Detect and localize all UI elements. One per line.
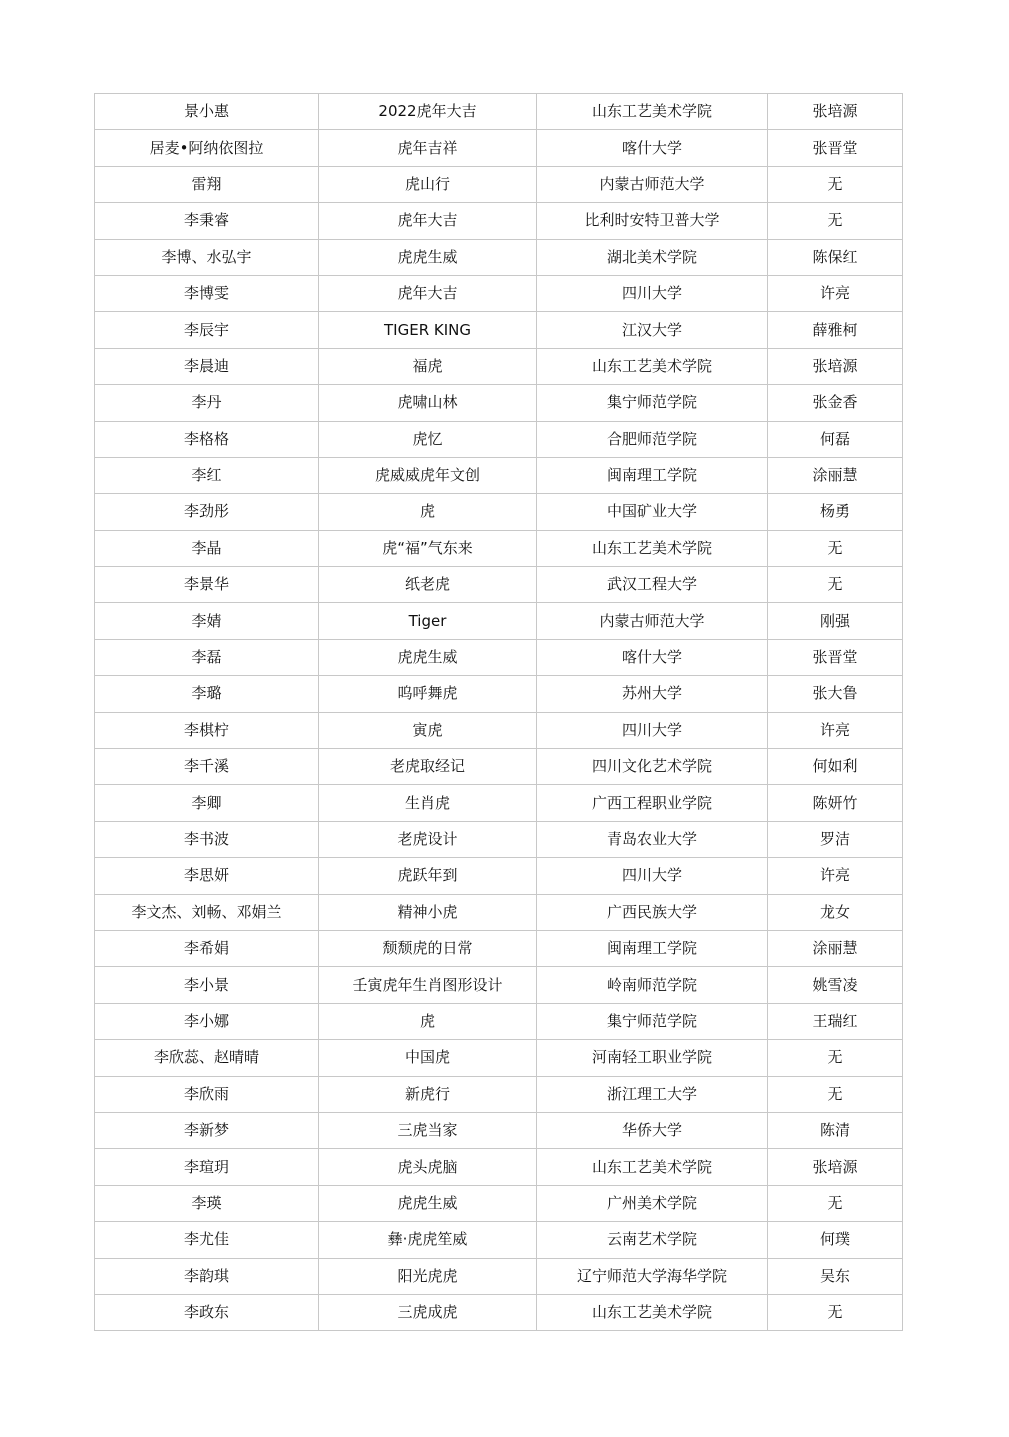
table-row [95,894,903,930]
advisor-cell: 陈清 [768,1112,903,1148]
author-name-cell: 李丹 [95,385,319,421]
advisor-cell: 张晋堂 [768,639,903,675]
author-name-cell: 雷翔 [95,166,319,202]
author-name-cell: 李格格 [95,421,319,457]
table-row [95,239,903,275]
table-row [95,1185,903,1221]
work-title-cell: 虎虎生威 [319,1185,537,1221]
author-name-cell: 李博雯 [95,275,319,311]
advisor-cell: 无 [768,1040,903,1076]
school-cell: 集宁师范学院 [537,385,768,421]
table-row [95,348,903,384]
school-cell: 内蒙古师范大学 [537,603,768,639]
work-title-cell: 生肖虎 [319,785,537,821]
author-name-cell: 李劲彤 [95,494,319,530]
table-row [95,1222,903,1258]
table-row [95,1258,903,1294]
advisor-cell: 张晋堂 [768,130,903,166]
advisor-cell: 无 [768,1185,903,1221]
school-cell: 武汉工程大学 [537,567,768,603]
advisor-cell: 罗洁 [768,821,903,857]
advisor-cell: 许亮 [768,858,903,894]
table-row [95,530,903,566]
school-cell: 广西工程职业学院 [537,785,768,821]
school-cell: 合肥师范学院 [537,421,768,457]
author-name-cell: 李辰宇 [95,312,319,348]
work-title-cell: 虎虎生威 [319,239,537,275]
advisor-cell: 涂丽慧 [768,457,903,493]
work-title-cell: 虎虎生威 [319,639,537,675]
advisor-cell: 陈妍竹 [768,785,903,821]
work-title-cell: 颓颓虎的日常 [319,930,537,966]
advisor-cell: 王瑞红 [768,1003,903,1039]
author-name-cell: 李磊 [95,639,319,675]
work-title-cell: 虎跃年到 [319,858,537,894]
work-title-cell: 寅虎 [319,712,537,748]
work-title-cell: 彝·虎虎笙威 [319,1222,537,1258]
school-cell: 青岛农业大学 [537,821,768,857]
author-name-cell: 李晨迪 [95,348,319,384]
work-title-cell: 虎山行 [319,166,537,202]
work-title-cell: 2022虎年大吉 [319,94,537,130]
work-title-cell: 三虎当家 [319,1112,537,1148]
school-cell: 山东工艺美术学院 [537,348,768,384]
author-name-cell: 李欣雨 [95,1076,319,1112]
work-title-cell: 虎威威虎年文创 [319,457,537,493]
school-cell: 闽南理工学院 [537,457,768,493]
school-cell: 河南轻工职业学院 [537,1040,768,1076]
table-row [95,166,903,202]
table-row [95,785,903,821]
table-row [95,385,903,421]
author-name-cell: 李千溪 [95,749,319,785]
author-name-cell: 李新梦 [95,1112,319,1148]
school-cell: 喀什大学 [537,130,768,166]
advisor-cell: 薛雅柯 [768,312,903,348]
work-title-cell: Tiger [319,603,537,639]
advisor-cell: 姚雪凌 [768,967,903,1003]
author-name-cell: 李红 [95,457,319,493]
table-row [95,712,903,748]
table-row [95,967,903,1003]
school-cell: 内蒙古师范大学 [537,166,768,202]
work-title-cell: 虎头虎脑 [319,1149,537,1185]
school-cell: 闽南理工学院 [537,930,768,966]
author-name-cell: 居麦•阿纳依图拉 [95,130,319,166]
school-cell: 江汉大学 [537,312,768,348]
table-row [95,1003,903,1039]
table-row [95,1112,903,1148]
work-title-cell: 福虎 [319,348,537,384]
author-name-cell: 李小景 [95,967,319,1003]
table-row [95,457,903,493]
work-title-cell: 老虎取经记 [319,749,537,785]
advisor-cell: 无 [768,530,903,566]
advisor-cell: 许亮 [768,275,903,311]
school-cell: 山东工艺美术学院 [537,1294,768,1330]
table-row [95,312,903,348]
advisor-cell: 何磊 [768,421,903,457]
work-title-cell: 虎年大吉 [319,203,537,239]
table-row [95,203,903,239]
advisor-cell: 陈保红 [768,239,903,275]
school-cell: 广州美术学院 [537,1185,768,1221]
advisor-cell: 吴东 [768,1258,903,1294]
work-title-cell: 呜呼舞虎 [319,676,537,712]
advisor-cell: 张金香 [768,385,903,421]
author-name-cell: 李希娟 [95,930,319,966]
author-name-cell: 李景华 [95,567,319,603]
table-row [95,1294,903,1330]
school-cell: 喀什大学 [537,639,768,675]
award-list-table [94,93,903,1331]
school-cell: 四川大学 [537,712,768,748]
school-cell: 山东工艺美术学院 [537,1149,768,1185]
author-name-cell: 李博、水弘宇 [95,239,319,275]
table-row [95,639,903,675]
table-row [95,1040,903,1076]
school-cell: 广西民族大学 [537,894,768,930]
advisor-cell: 无 [768,166,903,202]
author-name-cell: 李尤佳 [95,1222,319,1258]
advisor-cell: 无 [768,203,903,239]
table-row [95,749,903,785]
author-name-cell: 李书波 [95,821,319,857]
advisor-cell: 无 [768,1294,903,1330]
work-title-cell: 虎年大吉 [319,275,537,311]
table-row [95,1076,903,1112]
table-body [95,94,903,1331]
author-name-cell: 李璐 [95,676,319,712]
school-cell: 中国矿业大学 [537,494,768,530]
advisor-cell: 张培源 [768,348,903,384]
author-name-cell: 李政东 [95,1294,319,1330]
advisor-cell: 何璞 [768,1222,903,1258]
school-cell: 四川大学 [537,858,768,894]
school-cell: 云南艺术学院 [537,1222,768,1258]
school-cell: 山东工艺美术学院 [537,94,768,130]
school-cell: 辽宁师范大学海华学院 [537,1258,768,1294]
author-name-cell: 李欣蕊、赵晴晴 [95,1040,319,1076]
table-row [95,94,903,130]
author-name-cell: 李韵琪 [95,1258,319,1294]
table-row [95,603,903,639]
work-title-cell: 纸老虎 [319,567,537,603]
table-row [95,821,903,857]
school-cell: 华侨大学 [537,1112,768,1148]
author-name-cell: 李秉睿 [95,203,319,239]
advisor-cell: 张培源 [768,94,903,130]
work-title-cell: 阳光虎虎 [319,1258,537,1294]
work-title-cell: 新虎行 [319,1076,537,1112]
school-cell: 四川文化艺术学院 [537,749,768,785]
work-title-cell: 壬寅虎年生肖图形设计 [319,967,537,1003]
work-title-cell: TIGER KING [319,312,537,348]
work-title-cell: 虎 [319,1003,537,1039]
advisor-cell: 刚强 [768,603,903,639]
work-title-cell: 虎 [319,494,537,530]
school-cell: 集宁师范学院 [537,1003,768,1039]
advisor-cell: 张培源 [768,1149,903,1185]
author-name-cell: 李思妍 [95,858,319,894]
school-cell: 岭南师范学院 [537,967,768,1003]
table-row [95,494,903,530]
table-row [95,130,903,166]
author-name-cell: 李文杰、刘畅、邓娟兰 [95,894,319,930]
school-cell: 山东工艺美术学院 [537,530,768,566]
advisor-cell: 龙女 [768,894,903,930]
school-cell: 比利时安特卫普大学 [537,203,768,239]
school-cell: 四川大学 [537,275,768,311]
table-row [95,421,903,457]
work-title-cell: 虎啸山林 [319,385,537,421]
work-title-cell: 虎年吉祥 [319,130,537,166]
author-name-cell: 李小娜 [95,1003,319,1039]
table-row [95,858,903,894]
advisor-cell: 杨勇 [768,494,903,530]
work-title-cell: 虎忆 [319,421,537,457]
advisor-cell: 何如利 [768,749,903,785]
school-cell: 浙江理工大学 [537,1076,768,1112]
work-title-cell: 三虎成虎 [319,1294,537,1330]
author-name-cell: 景小惠 [95,94,319,130]
school-cell: 苏州大学 [537,676,768,712]
work-title-cell: 老虎设计 [319,821,537,857]
author-name-cell: 李婧 [95,603,319,639]
table-row [95,567,903,603]
work-title-cell: 中国虎 [319,1040,537,1076]
advisor-cell: 涂丽慧 [768,930,903,966]
advisor-cell: 无 [768,1076,903,1112]
advisor-cell: 张大鲁 [768,676,903,712]
author-name-cell: 李晶 [95,530,319,566]
table-row [95,275,903,311]
table-row [95,1149,903,1185]
table-row [95,930,903,966]
author-name-cell: 李瑄玥 [95,1149,319,1185]
author-name-cell: 李卿 [95,785,319,821]
author-name-cell: 李棋柠 [95,712,319,748]
advisor-cell: 无 [768,567,903,603]
school-cell: 湖北美术学院 [537,239,768,275]
table-row [95,676,903,712]
work-title-cell: 虎“福”气东来 [319,530,537,566]
author-name-cell: 李瑛 [95,1185,319,1221]
advisor-cell: 许亮 [768,712,903,748]
work-title-cell: 精神小虎 [319,894,537,930]
